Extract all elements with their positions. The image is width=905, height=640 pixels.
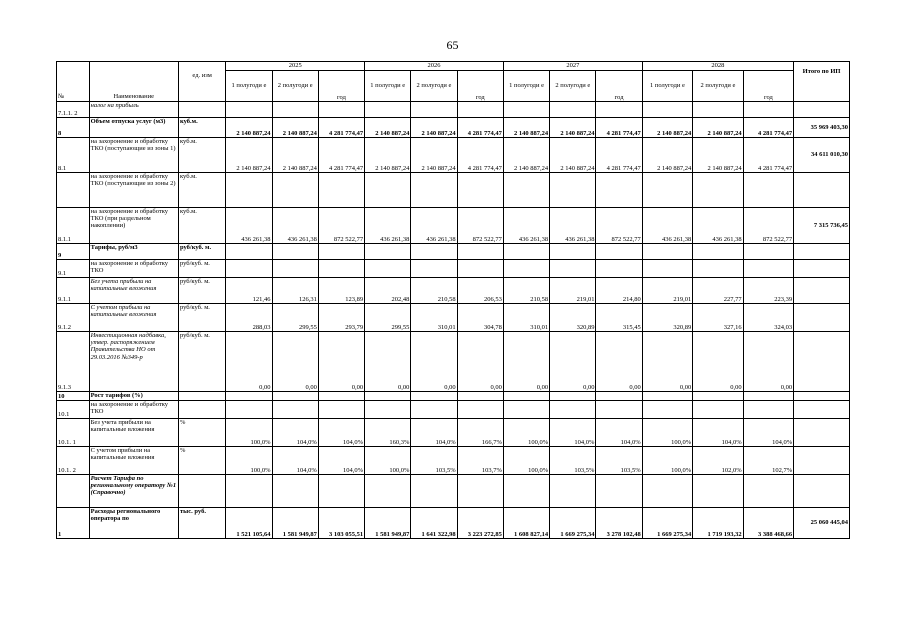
value-cell: 4 281 774,47 <box>318 118 364 138</box>
value-cell: 2 140 887,24 <box>365 118 411 138</box>
row-unit <box>178 102 225 118</box>
table-row <box>57 208 850 244</box>
row-name: Расчет Тарифа по региональному оператору №1 (Справочно) <box>89 475 178 508</box>
value-cell: 103,5% <box>550 447 596 475</box>
header-sub: 1 полугоди е <box>642 71 692 102</box>
value-cell: 299,55 <box>272 304 318 332</box>
value-cell <box>318 475 364 508</box>
row-name: Инвестиционная надбавка, утвер. распоряжением Правительства НО от 29.03.2016 №349-р <box>89 332 178 392</box>
value-cell <box>596 173 642 208</box>
value-cell <box>503 475 549 508</box>
header-year-2028: 2028 <box>642 62 793 71</box>
row-number: 7.1.1. 2 <box>57 102 90 118</box>
row-unit: куб.м. <box>178 118 225 138</box>
value-cell <box>411 401 457 419</box>
value-cell: 299,55 <box>365 304 411 332</box>
value-cell <box>457 244 503 260</box>
value-cell <box>550 260 596 278</box>
row-name: на захоронение и обработку ТКО <box>89 260 178 278</box>
total-cell: 7 315 736,45 <box>794 208 850 244</box>
value-cell: 2 140 887,24 <box>272 138 318 173</box>
table-row <box>57 447 850 475</box>
value-cell <box>693 475 743 508</box>
value-cell <box>693 392 743 401</box>
table-row <box>57 244 850 260</box>
value-cell <box>365 401 411 419</box>
table-row <box>57 332 850 392</box>
value-cell: 206,53 <box>457 278 503 304</box>
value-cell: 320,89 <box>550 304 596 332</box>
value-cell <box>550 475 596 508</box>
value-cell <box>272 475 318 508</box>
value-cell: 304,78 <box>457 304 503 332</box>
value-cell <box>642 260 692 278</box>
value-cell <box>318 401 364 419</box>
value-cell: 1 581 949,87 <box>365 508 411 539</box>
value-cell <box>318 392 364 401</box>
value-cell: 2 140 887,24 <box>642 138 692 173</box>
value-cell: 104,0% <box>318 447 364 475</box>
value-cell: 4 281 774,47 <box>743 118 793 138</box>
total-cell <box>794 244 850 260</box>
row-number: 9.1.3 <box>57 332 90 392</box>
value-cell: 166,7% <box>457 419 503 447</box>
table-row <box>57 392 850 401</box>
value-cell: 436 261,38 <box>503 208 549 244</box>
table-row <box>57 475 850 508</box>
value-cell: 227,77 <box>693 278 743 304</box>
value-cell: 100,0% <box>642 419 692 447</box>
value-cell: 872 522,77 <box>596 208 642 244</box>
value-cell: 100,0% <box>226 419 272 447</box>
row-number: 9.1.2 <box>57 304 90 332</box>
value-cell: 3 223 272,85 <box>457 508 503 539</box>
row-number: 9.1 <box>57 260 90 278</box>
value-cell: 0,00 <box>411 332 457 392</box>
value-cell: 320,89 <box>642 304 692 332</box>
value-cell: 210,58 <box>411 278 457 304</box>
row-unit: % <box>178 419 225 447</box>
table-row <box>57 278 850 304</box>
value-cell: 872 522,77 <box>743 208 793 244</box>
value-cell: 2 140 887,24 <box>411 118 457 138</box>
value-cell <box>318 173 364 208</box>
value-cell: 1 581 949,87 <box>272 508 318 539</box>
value-cell <box>693 260 743 278</box>
header-sub: 2 полугоди е <box>693 71 743 102</box>
value-cell: 103,7% <box>457 447 503 475</box>
value-cell <box>411 392 457 401</box>
total-cell <box>794 278 850 304</box>
row-name: на захоронение и обработку ТКО <box>89 401 178 419</box>
row-unit: руб/куб. м. <box>178 304 225 332</box>
value-cell <box>743 260 793 278</box>
row-name: на захоронение и обработку ТКО (поступающие из зоны 1) <box>89 138 178 173</box>
header-sub: 1 полугоди е <box>226 71 272 102</box>
value-cell <box>743 173 793 208</box>
value-cell <box>503 173 549 208</box>
value-cell: 4 281 774,47 <box>743 138 793 173</box>
value-cell <box>457 102 503 118</box>
value-cell <box>457 173 503 208</box>
value-cell <box>365 392 411 401</box>
value-cell <box>693 173 743 208</box>
row-name: налог на прибыль <box>89 102 178 118</box>
total-cell <box>794 260 850 278</box>
value-cell: 102,7% <box>743 447 793 475</box>
value-cell <box>365 260 411 278</box>
value-cell <box>411 260 457 278</box>
value-cell: 4 281 774,47 <box>318 138 364 173</box>
value-cell: 872 522,77 <box>457 208 503 244</box>
value-cell <box>503 401 549 419</box>
total-cell: 34 611 010,30 <box>794 138 850 173</box>
row-name: Тарифы, руб/м3 <box>89 244 178 260</box>
header-total: Итого по ИП <box>794 62 850 102</box>
value-cell: 2 140 887,24 <box>503 118 549 138</box>
value-cell <box>226 401 272 419</box>
value-cell: 436 261,38 <box>272 208 318 244</box>
row-name: на захоронение и обработку ТКО (поступающие из зоны 2) <box>89 173 178 208</box>
row-unit: куб.м. <box>178 138 225 173</box>
value-cell: 3 278 102,48 <box>596 508 642 539</box>
row-number: 1 <box>57 508 90 539</box>
header-name: Наименование <box>89 62 178 102</box>
value-cell: 293,79 <box>318 304 364 332</box>
total-cell <box>794 419 850 447</box>
row-number: 10 <box>57 392 90 401</box>
value-cell <box>642 401 692 419</box>
tariff-table <box>56 61 850 539</box>
value-cell <box>642 475 692 508</box>
header-year-2027: 2027 <box>503 62 642 71</box>
value-cell: 2 140 887,24 <box>272 118 318 138</box>
value-cell <box>503 102 549 118</box>
value-cell <box>596 401 642 419</box>
value-cell <box>503 260 549 278</box>
value-cell <box>596 102 642 118</box>
value-cell <box>596 475 642 508</box>
value-cell: 2 140 887,24 <box>550 118 596 138</box>
value-cell: 310,01 <box>411 304 457 332</box>
tariff-table-container <box>56 61 850 539</box>
row-name: С учетом прибыли на капитальные вложения <box>89 304 178 332</box>
value-cell <box>642 244 692 260</box>
value-cell <box>226 392 272 401</box>
value-cell <box>596 244 642 260</box>
value-cell: 0,00 <box>596 332 642 392</box>
value-cell: 100,0% <box>503 419 549 447</box>
value-cell: 123,89 <box>318 278 364 304</box>
value-cell <box>642 102 692 118</box>
value-cell <box>457 401 503 419</box>
row-name: С учетом прибыли на капитальные вложения <box>89 447 178 475</box>
row-unit: % <box>178 447 225 475</box>
row-number: 10.1. 1 <box>57 419 90 447</box>
value-cell: 1 669 275,34 <box>642 508 692 539</box>
value-cell <box>550 244 596 260</box>
value-cell: 436 261,38 <box>642 208 692 244</box>
value-cell: 103,5% <box>596 447 642 475</box>
total-cell <box>794 401 850 419</box>
row-number: 9.1.1 <box>57 278 90 304</box>
value-cell: 104,0% <box>693 419 743 447</box>
table-header <box>57 62 850 102</box>
value-cell: 2 140 887,24 <box>550 138 596 173</box>
value-cell: 1 521 105,64 <box>226 508 272 539</box>
value-cell <box>550 401 596 419</box>
value-cell <box>743 392 793 401</box>
value-cell: 202,48 <box>365 278 411 304</box>
value-cell <box>226 260 272 278</box>
value-cell <box>226 475 272 508</box>
value-cell: 4 281 774,47 <box>457 138 503 173</box>
table-row <box>57 419 850 447</box>
value-cell: 210,58 <box>503 278 549 304</box>
row-name: Без учета прибыли на капитальные вложения <box>89 419 178 447</box>
total-cell <box>794 392 850 401</box>
value-cell <box>596 260 642 278</box>
value-cell: 327,16 <box>693 304 743 332</box>
value-cell <box>457 392 503 401</box>
row-name: Рост тарифов (%) <box>89 392 178 401</box>
value-cell: 104,0% <box>272 419 318 447</box>
value-cell: 324,03 <box>743 304 793 332</box>
header-sub: 1 полугоди е <box>365 71 411 102</box>
total-cell <box>794 304 850 332</box>
value-cell: 436 261,38 <box>693 208 743 244</box>
value-cell: 2 140 887,24 <box>693 138 743 173</box>
value-cell <box>457 260 503 278</box>
row-unit: руб/куб. м. <box>178 244 225 260</box>
row-number: 10.1 <box>57 401 90 419</box>
total-cell <box>794 475 850 508</box>
value-cell <box>226 102 272 118</box>
row-number <box>57 475 90 508</box>
value-cell: 104,0% <box>743 419 793 447</box>
total-cell: 35 969 403,30 <box>794 118 850 138</box>
value-cell <box>411 244 457 260</box>
value-cell <box>365 475 411 508</box>
row-name: на захоронение и обработку ТКО (при раздельном накоплении) <box>89 208 178 244</box>
value-cell <box>365 173 411 208</box>
value-cell: 219,01 <box>642 278 692 304</box>
value-cell: 436 261,38 <box>550 208 596 244</box>
row-unit: руб/куб. м. <box>178 260 225 278</box>
value-cell <box>550 392 596 401</box>
value-cell: 100,0% <box>503 447 549 475</box>
value-cell <box>503 244 549 260</box>
header-sub: год <box>318 71 364 102</box>
value-cell: 436 261,38 <box>411 208 457 244</box>
value-cell: 2 140 887,24 <box>411 138 457 173</box>
value-cell: 1 641 322,98 <box>411 508 457 539</box>
value-cell <box>365 102 411 118</box>
total-cell <box>794 102 850 118</box>
value-cell <box>457 475 503 508</box>
value-cell <box>411 173 457 208</box>
row-number: 9 <box>57 244 90 260</box>
header-year-2026: 2026 <box>365 62 504 71</box>
value-cell: 100,0% <box>642 447 692 475</box>
value-cell: 0,00 <box>693 332 743 392</box>
table-row <box>57 138 850 173</box>
value-cell: 0,00 <box>550 332 596 392</box>
value-cell: 2 140 887,24 <box>226 138 272 173</box>
value-cell <box>550 173 596 208</box>
value-cell: 104,0% <box>596 419 642 447</box>
row-number <box>57 173 90 208</box>
row-unit <box>178 392 225 401</box>
row-number: 8.1.1 <box>57 208 90 244</box>
header-sub: год <box>596 71 642 102</box>
value-cell: 103,5% <box>411 447 457 475</box>
value-cell: 214,80 <box>596 278 642 304</box>
value-cell: 0,00 <box>365 332 411 392</box>
value-cell: 3 103 055,51 <box>318 508 364 539</box>
value-cell <box>411 475 457 508</box>
value-cell: 288,03 <box>226 304 272 332</box>
value-cell: 219,01 <box>550 278 596 304</box>
value-cell: 436 261,38 <box>226 208 272 244</box>
row-name: Объем отпуска услуг (м3) <box>89 118 178 138</box>
value-cell: 104,0% <box>550 419 596 447</box>
value-cell <box>226 173 272 208</box>
header-sub: год <box>743 71 793 102</box>
value-cell: 2 140 887,24 <box>365 138 411 173</box>
table-body <box>57 102 850 539</box>
total-cell <box>794 173 850 208</box>
value-cell <box>272 260 318 278</box>
header-sub: год <box>457 71 503 102</box>
value-cell: 0,00 <box>272 332 318 392</box>
value-cell <box>365 244 411 260</box>
value-cell <box>743 102 793 118</box>
value-cell <box>226 244 272 260</box>
value-cell: 1 608 827,14 <box>503 508 549 539</box>
header-sub: 2 полугоди е <box>411 71 457 102</box>
value-cell: 0,00 <box>503 332 549 392</box>
row-number: 8 <box>57 118 90 138</box>
row-unit: куб.м. <box>178 173 225 208</box>
value-cell: 0,00 <box>642 332 692 392</box>
value-cell <box>411 102 457 118</box>
value-cell <box>272 102 318 118</box>
table-row <box>57 102 850 118</box>
value-cell: 0,00 <box>226 332 272 392</box>
value-cell: 1 719 193,32 <box>693 508 743 539</box>
value-cell: 223,39 <box>743 278 793 304</box>
value-cell <box>550 102 596 118</box>
value-cell <box>693 102 743 118</box>
value-cell <box>642 173 692 208</box>
table-row <box>57 118 850 138</box>
value-cell: 2 140 887,24 <box>642 118 692 138</box>
total-cell <box>794 447 850 475</box>
total-cell <box>794 332 850 392</box>
value-cell: 2 140 887,24 <box>503 138 549 173</box>
table-row <box>57 401 850 419</box>
value-cell: 100,0% <box>226 447 272 475</box>
value-cell: 0,00 <box>318 332 364 392</box>
row-name: Расходы регионального оператора по <box>89 508 178 539</box>
value-cell <box>693 401 743 419</box>
value-cell: 310,01 <box>503 304 549 332</box>
table-row <box>57 260 850 278</box>
value-cell: 104,0% <box>318 419 364 447</box>
value-cell: 102,0% <box>693 447 743 475</box>
value-cell <box>318 260 364 278</box>
page-number: 65 <box>446 38 459 52</box>
table-row <box>57 304 850 332</box>
value-cell <box>743 475 793 508</box>
value-cell: 4 281 774,47 <box>596 118 642 138</box>
header-sub: 2 полугоди е <box>550 71 596 102</box>
value-cell: 315,45 <box>596 304 642 332</box>
value-cell: 100,0% <box>365 447 411 475</box>
header-sub: 2 полугоди е <box>272 71 318 102</box>
value-cell <box>743 244 793 260</box>
value-cell: 436 261,38 <box>365 208 411 244</box>
total-cell: 25 060 445,04 <box>794 508 850 539</box>
row-unit: руб/куб. м. <box>178 332 225 392</box>
row-unit <box>178 475 225 508</box>
value-cell: 121,46 <box>226 278 272 304</box>
value-cell: 104,0% <box>411 419 457 447</box>
value-cell: 104,0% <box>272 447 318 475</box>
value-cell <box>743 401 793 419</box>
row-name: Без учета прибыли на капитальные вложения <box>89 278 178 304</box>
value-cell: 2 140 887,24 <box>226 118 272 138</box>
value-cell <box>272 401 318 419</box>
value-cell: 4 281 774,47 <box>457 118 503 138</box>
value-cell: 3 388 468,66 <box>743 508 793 539</box>
row-unit: руб/куб. м. <box>178 278 225 304</box>
value-cell <box>318 244 364 260</box>
value-cell: 2 140 887,24 <box>693 118 743 138</box>
header-sub: 1 полугоди е <box>503 71 549 102</box>
row-number: 10.1. 2 <box>57 447 90 475</box>
value-cell <box>272 244 318 260</box>
header-no: № <box>57 62 90 102</box>
value-cell: 126,31 <box>272 278 318 304</box>
row-unit <box>178 401 225 419</box>
header-year-2025: 2025 <box>226 62 365 71</box>
value-cell <box>272 173 318 208</box>
value-cell <box>503 392 549 401</box>
value-cell: 1 669 275,34 <box>550 508 596 539</box>
value-cell: 0,00 <box>457 332 503 392</box>
value-cell <box>596 392 642 401</box>
value-cell: 872 522,77 <box>318 208 364 244</box>
table-row <box>57 173 850 208</box>
value-cell <box>318 102 364 118</box>
row-unit: тыс. руб. <box>178 508 225 539</box>
table-row <box>57 508 850 539</box>
header-unit: ед. изм <box>178 62 225 102</box>
row-number: 8.1 <box>57 138 90 173</box>
value-cell <box>642 392 692 401</box>
value-cell: 0,00 <box>743 332 793 392</box>
value-cell: 160,3% <box>365 419 411 447</box>
value-cell <box>272 392 318 401</box>
value-cell <box>693 244 743 260</box>
row-unit: куб.м. <box>178 208 225 244</box>
value-cell: 4 281 774,47 <box>596 138 642 173</box>
